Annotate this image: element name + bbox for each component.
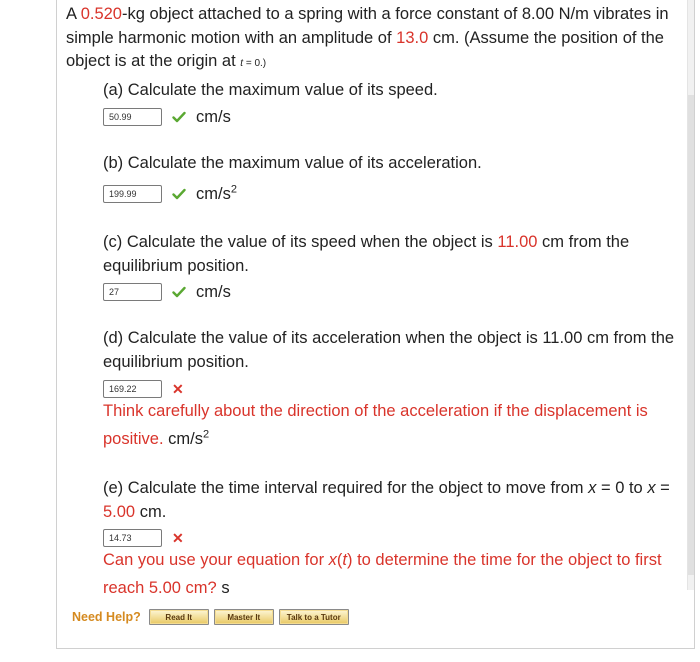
scrollbar[interactable] — [687, 0, 694, 590]
talk-to-tutor-button[interactable]: Talk to a Tutor — [279, 609, 349, 625]
part-a-answer-input[interactable]: 50.99 — [103, 108, 162, 126]
amplitude-value: 13.0 — [396, 28, 429, 47]
part-b-answer-input[interactable]: 199.99 — [103, 185, 162, 203]
target-distance-value: 5.00 — [103, 503, 136, 521]
correct-check-icon — [172, 286, 186, 298]
distance-value: 11.00 — [497, 233, 538, 251]
part-c-unit: cm/s — [196, 282, 231, 301]
help-bar — [72, 609, 354, 625]
part-d-hint: Think carefully about the direction of the acceleration if the displacement is positive. $cm/s^2$ — [103, 402, 648, 448]
part-d-unit: $cm/s^2$ — [163, 428, 210, 448]
incorrect-x-icon: ✕ — [172, 381, 184, 397]
part-b-question: (b) Calculate the maximum value of its acceleration. — [103, 154, 482, 172]
read-it-button[interactable]: Read It — [149, 609, 209, 625]
correct-check-icon — [172, 111, 186, 123]
part-e-answer-input[interactable]: 14.73 — [103, 529, 162, 547]
part-b-unit: $cm/s^2$ — [196, 183, 237, 203]
correct-check-icon — [172, 188, 186, 200]
scrollbar-thumb[interactable] — [688, 95, 694, 575]
part-c-question: (c) Calculate the value of its speed when the object is 11.00 cm from the equilibrium position. — [103, 233, 630, 275]
part-a-unit: cm/s — [196, 107, 231, 126]
part-a-question: (a) Calculate the maximum value of its speed. — [103, 81, 438, 99]
part-e-hint: Can you use your equation for x(t) to determine the time for the object to first reach 5.00 cm? s — [103, 551, 662, 597]
part-e-question: (e) Calculate the time interval required for the object to move from x = 0 to x = 5.00 cm. — [103, 479, 670, 521]
part-b-answer-row — [103, 183, 237, 205]
master-it-button[interactable]: Master It — [214, 609, 274, 625]
part-c-answer-row — [103, 281, 231, 303]
need-help-label: Need Help? — [72, 610, 141, 624]
part-e-unit: s — [216, 579, 230, 597]
part-d-question: (d) Calculate the value of its acceleration when the object is 11.00 cm from the equilibrium position. — [103, 329, 675, 371]
part-a-answer-row — [103, 106, 231, 128]
part-c-answer-input[interactable]: 27 — [103, 283, 162, 301]
part-d-answer-input[interactable]: 169.22 — [103, 380, 162, 398]
mass-value: 0.520 — [80, 5, 122, 23]
incorrect-x-icon: ✕ — [172, 530, 184, 546]
problem-statement: A 0.520-kg object attached to a spring with a force constant of 8.00 N/m vibrates in simple harmonic motion with an amplitude of 13.0 cm. (Assume the position of the object is at the origin at t = 0.) — [66, 5, 669, 70]
